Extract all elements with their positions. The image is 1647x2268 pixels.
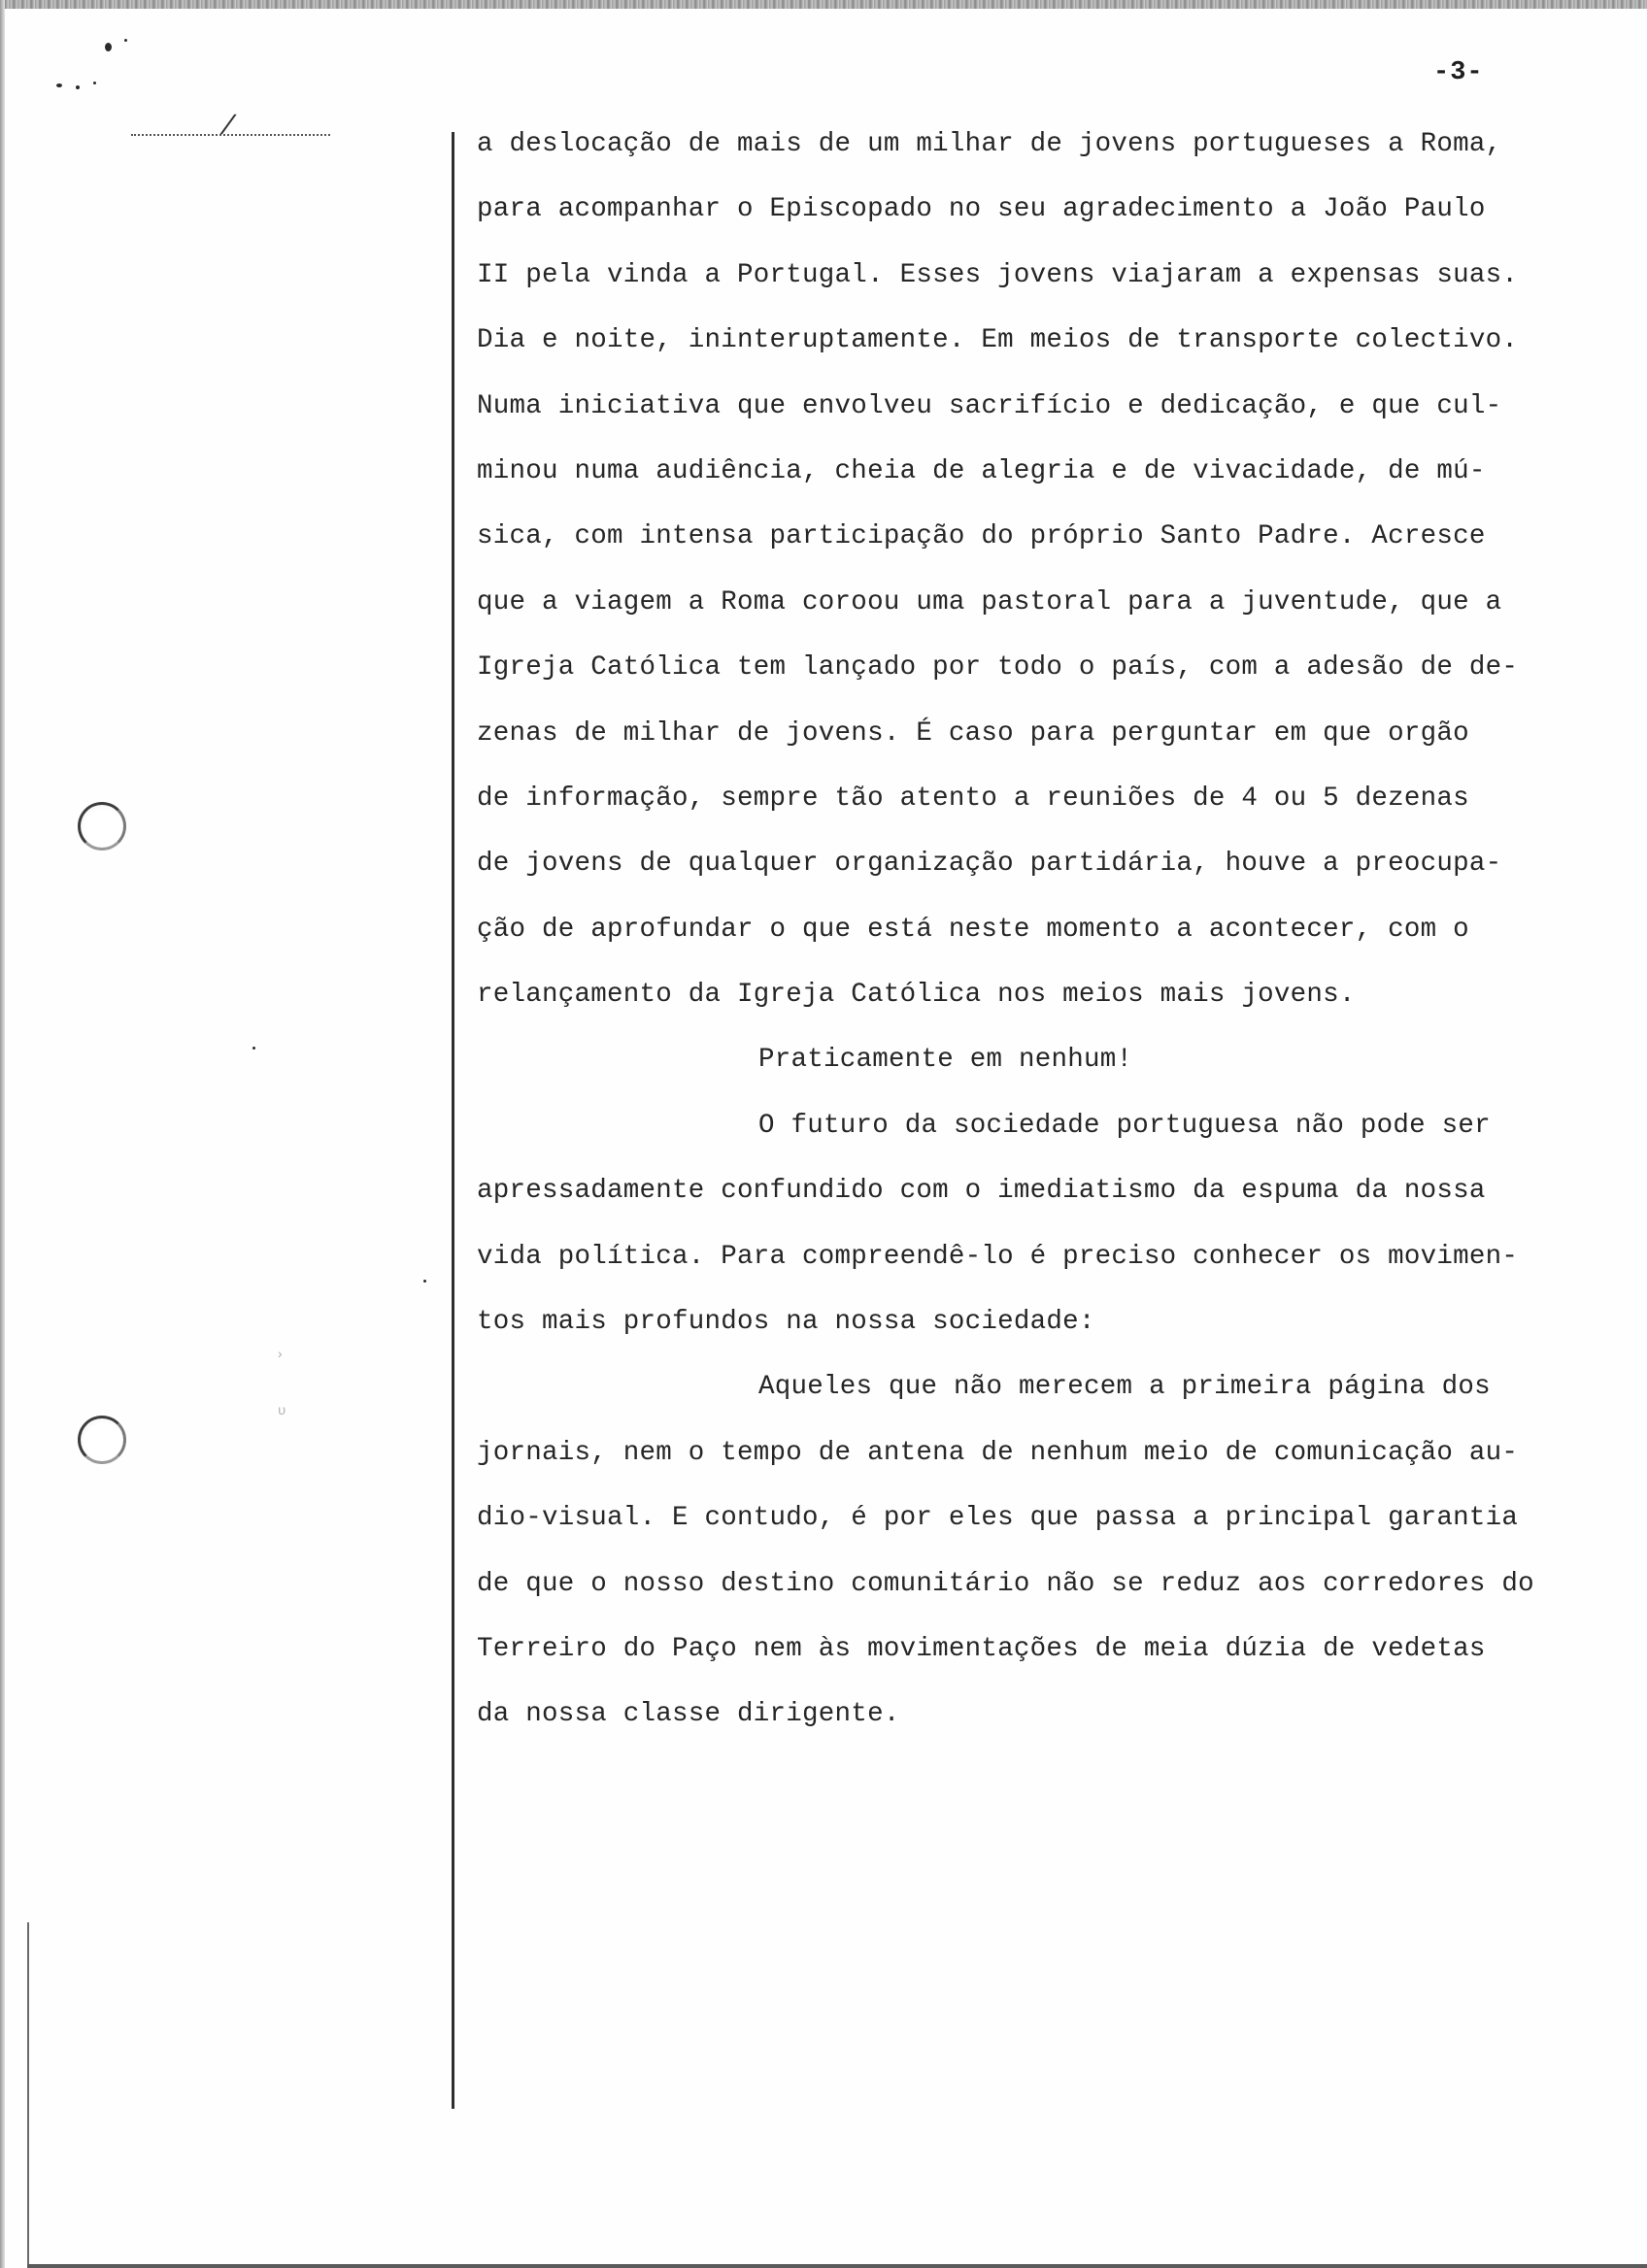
ink-speck bbox=[252, 1047, 255, 1050]
scan-bottom-edge bbox=[27, 2264, 1647, 2268]
punch-hole-icon bbox=[78, 802, 126, 850]
page-number: -3- bbox=[1433, 58, 1484, 87]
text-line: minou numa audiência, cheia de alegria e de vivacidade, de mú- bbox=[477, 455, 1486, 486]
text-line: de que o nosso destino comunitário não se reduz aos corredores do bbox=[477, 1568, 1534, 1599]
text-line: Igreja Católica tem lançado por todo o país, com a adesão de de- bbox=[477, 652, 1519, 684]
text-line: a deslocação de mais de um milhar de jovens portugueses a Roma, bbox=[477, 129, 1502, 159]
text-line: Praticamente em nenhum! bbox=[758, 1045, 1133, 1076]
signature-slash-mark: / bbox=[217, 113, 239, 143]
margin-rule bbox=[452, 132, 454, 2109]
scan-left-edge bbox=[0, 0, 5, 2268]
scan-top-edge bbox=[0, 0, 1647, 9]
text-line: vida política. Para compreendê-lo é preciso conhecer os movimen- bbox=[477, 1241, 1519, 1272]
ink-speck bbox=[76, 85, 80, 89]
text-line: Terreiro do Paço nem às movimentações de meia dúzia de vedetas bbox=[477, 1633, 1486, 1664]
scan-left-rule bbox=[27, 1922, 29, 2268]
text-line: O futuro da sociedade portuguesa não pode ser bbox=[758, 1110, 1491, 1141]
text-line: zenas de milhar de jovens. É caso para perguntar em que orgão bbox=[477, 717, 1469, 749]
text-line: para acompanhar o Episcopado no seu agradecimento a João Paulo bbox=[477, 194, 1486, 225]
faint-scan-mark: ʋ bbox=[278, 1404, 286, 1419]
ink-speck bbox=[93, 82, 96, 84]
text-line: jornais, nem o tempo de antena de nenhum meio de comunicação au- bbox=[477, 1437, 1519, 1468]
text-line: da nossa classe dirigente. bbox=[477, 1699, 900, 1730]
text-line: II pela vinda a Portugal. Esses jovens viajaram a expensas suas. bbox=[477, 259, 1519, 290]
text-line: que a viagem a Roma coroou uma pastoral para a juventude, que a bbox=[477, 586, 1502, 617]
text-line: de jovens de qualquer organização partidária, houve a preocupa- bbox=[477, 849, 1502, 880]
punch-hole-icon bbox=[78, 1416, 126, 1464]
text-line: Dia e noite, ininteruptamente. Em meios de transporte colectivo. bbox=[477, 325, 1519, 356]
ink-speck bbox=[423, 1280, 426, 1283]
text-line: Aqueles que não merecem a primeira página dos bbox=[758, 1372, 1491, 1403]
text-line: relançamento da Igreja Católica nos meios mais jovens. bbox=[477, 980, 1356, 1011]
ink-speck bbox=[56, 83, 62, 87]
text-line: ção de aprofundar o que está neste momento a acontecer, com o bbox=[477, 914, 1469, 945]
text-line: de informação, sempre tão atento a reuniões de 4 ou 5 dezenas bbox=[477, 783, 1469, 814]
text-line: sica, com intensa participação do próprio Santo Padre. Acresce bbox=[477, 521, 1486, 552]
text-line: dio-visual. E contudo, é por eles que passa a principal garantia bbox=[477, 1503, 1519, 1534]
text-line: tos mais profundos na nossa sociedade: bbox=[477, 1307, 1095, 1338]
body-text bbox=[477, 120, 1623, 1756]
ink-speck bbox=[124, 39, 127, 42]
text-line: apressadamente confundido com o imediatismo da espuma da nossa bbox=[477, 1176, 1486, 1207]
faint-scan-mark: › bbox=[276, 1348, 285, 1363]
ink-speck bbox=[105, 43, 112, 51]
text-line: Numa iniciativa que envolveu sacrifício e dedicação, e que cul- bbox=[477, 390, 1502, 421]
